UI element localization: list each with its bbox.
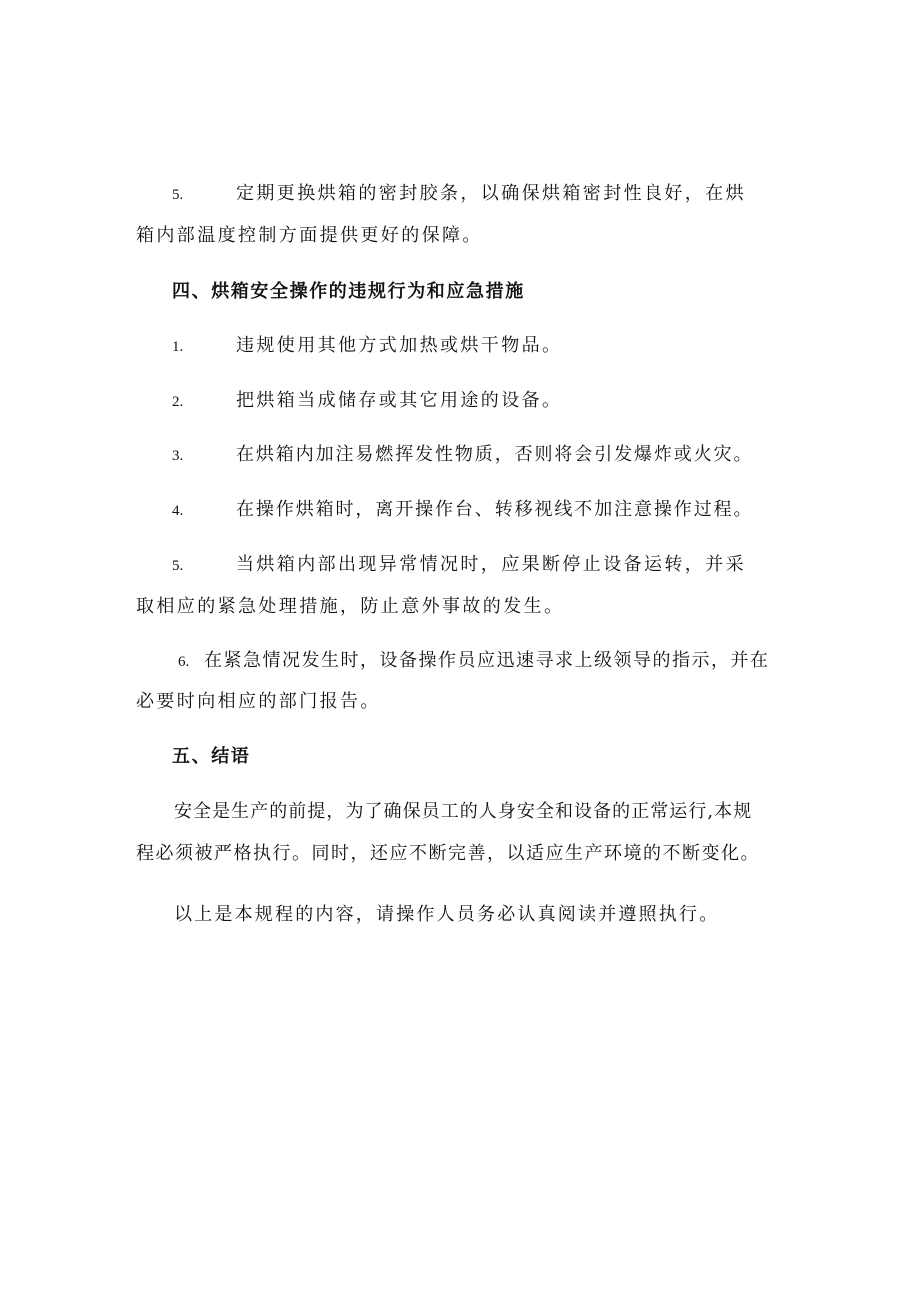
- paragraph-line: 安全是生产的前提，为了确保员工的人身安全和设备的正常运行,本规: [174, 801, 753, 822]
- section-heading: 五、结语: [172, 746, 251, 767]
- list-item-text-continued: 箱内部温度控制方面提供更好的保障。: [136, 225, 483, 246]
- paragraph-line-continued: 程必须被严格执行。同时，还应不断完善，以适应生产环境的不断变化。: [136, 843, 760, 864]
- paragraph: 以上是本规程的内容，请操作人员务必认真阅读并遵照执行。: [174, 904, 720, 925]
- list-item-text: 在紧急情况发生时，设备操作员应迅速寻求上级领导的指示，并在: [204, 650, 770, 671]
- list-item-text: 在操作烘箱时，离开操作台、转移视线不加注意操作过程。: [236, 499, 754, 520]
- list-number: 1.: [172, 339, 184, 355]
- list-number: 5.: [172, 558, 184, 574]
- section-heading: 四、烘箱安全操作的违规行为和应急措施: [172, 281, 525, 302]
- list-item-text-continued: 取相应的紧急处理措施，防止意外事故的发生。: [136, 596, 565, 617]
- list-item-text: 定期更换烘箱的密封胶条，以确保烘箱密封性良好，在烘: [236, 183, 746, 204]
- list-number: 4.: [172, 503, 184, 519]
- list-item-text-continued: 必要时向相应的部门报告。: [136, 691, 381, 712]
- list-number: 6.: [178, 654, 190, 670]
- list-item-text: 在烘箱内加注易燃挥发性物质，否则将会引发爆炸或火灾。: [236, 444, 754, 465]
- list-number: 2.: [172, 394, 184, 410]
- list-item-text: 违规使用其他方式加热或烘干物品。: [236, 335, 563, 356]
- list-number: 3.: [172, 448, 184, 464]
- list-item-text: 把烘箱当成储存或其它用途的设备。: [236, 390, 563, 411]
- list-number: 5.: [172, 187, 184, 203]
- list-item-text: 当烘箱内部出现异常情况时，应果断停止设备运转，并采: [236, 554, 746, 575]
